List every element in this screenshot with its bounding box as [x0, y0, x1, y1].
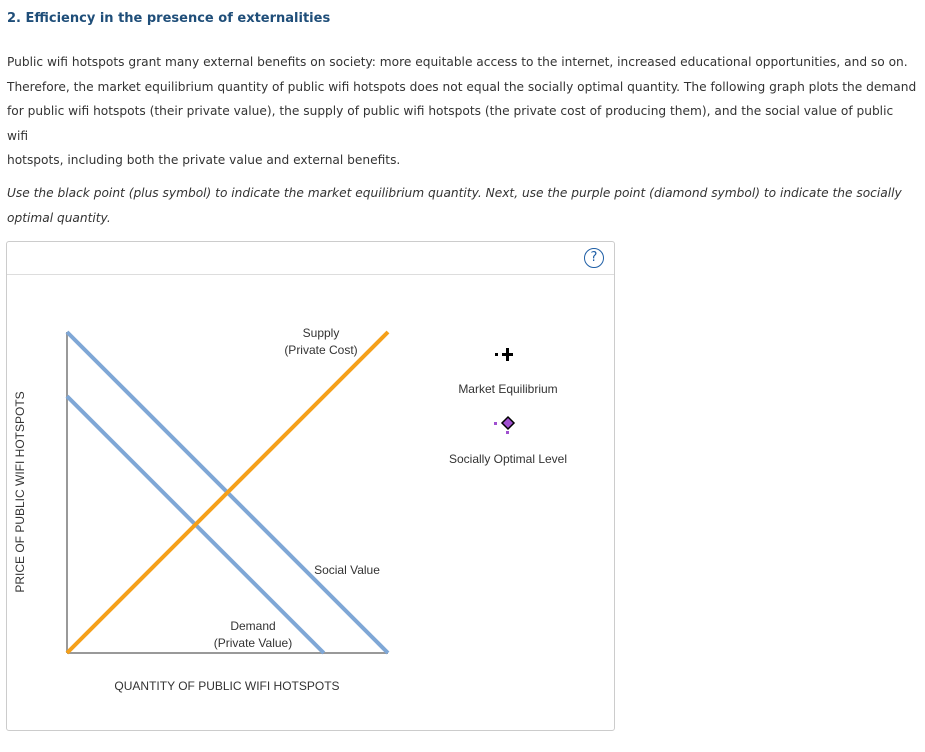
graph-panel: [6, 241, 615, 731]
social-value-label: Social Value: [314, 563, 380, 577]
question-title: 2. Efficiency in the presence of externalities: [7, 11, 331, 26]
market-equilibrium-tool[interactable]: [458, 348, 557, 396]
socially-optimal-tool[interactable]: [449, 417, 567, 466]
diamond-handle-dot: [494, 422, 497, 425]
demand-label-title: Demand: [230, 619, 276, 633]
demand-label-subtitle: (Private Value): [213, 636, 293, 650]
purple-diamond-icon[interactable]: [494, 417, 514, 434]
plus-handle-bar-v: [506, 348, 509, 361]
intro-line: Public wifi hotspots grant many external benefits on society: more equitable access to the internet, increased educational opportunities, and so on.: [7, 55, 908, 69]
supply-label-title: Supply: [302, 326, 340, 340]
supply-label-subtitle: (Private Cost): [284, 343, 358, 357]
market-equilibrium-label: Market Equilibrium: [458, 382, 558, 396]
question-mark-icon: ?: [590, 250, 598, 265]
question-intro: [7, 50, 917, 173]
intro-line: for public wifi hotspots (their private value), the supply of public wifi hotspots (the private cost of producing them), and the social value of public wifi: [7, 104, 894, 143]
intro-line: hotspots, including both the private value and external benefits.: [7, 153, 401, 167]
y-axis-label: PRICE OF PUBLIC WIFI HOTSPOTS: [13, 391, 27, 593]
instruction-line: Use the black point (plus symbol) to indicate the market equilibrium quantity. Next, use the purple point (diamond symbol) to indicate the socially: [7, 186, 902, 200]
black-plus-icon[interactable]: [495, 348, 513, 361]
plus-handle-dot: [495, 353, 498, 356]
intro-line: Therefore, the market equilibrium quantity of public wifi hotspots does not equal the socially optimal quantity. The following graph plots the demand: [7, 79, 917, 94]
diamond-shape: [502, 417, 514, 429]
socially-optimal-label: Socially Optimal Level: [448, 452, 568, 466]
graph-svg: [7, 242, 614, 730]
question-instructions: [7, 181, 912, 230]
instruction-line: optimal quantity.: [7, 210, 111, 225]
x-axis-label: QUANTITY OF PUBLIC WIFI HOTSPOTS: [114, 679, 340, 693]
diamond-handle-dot-bottom: [506, 431, 509, 434]
